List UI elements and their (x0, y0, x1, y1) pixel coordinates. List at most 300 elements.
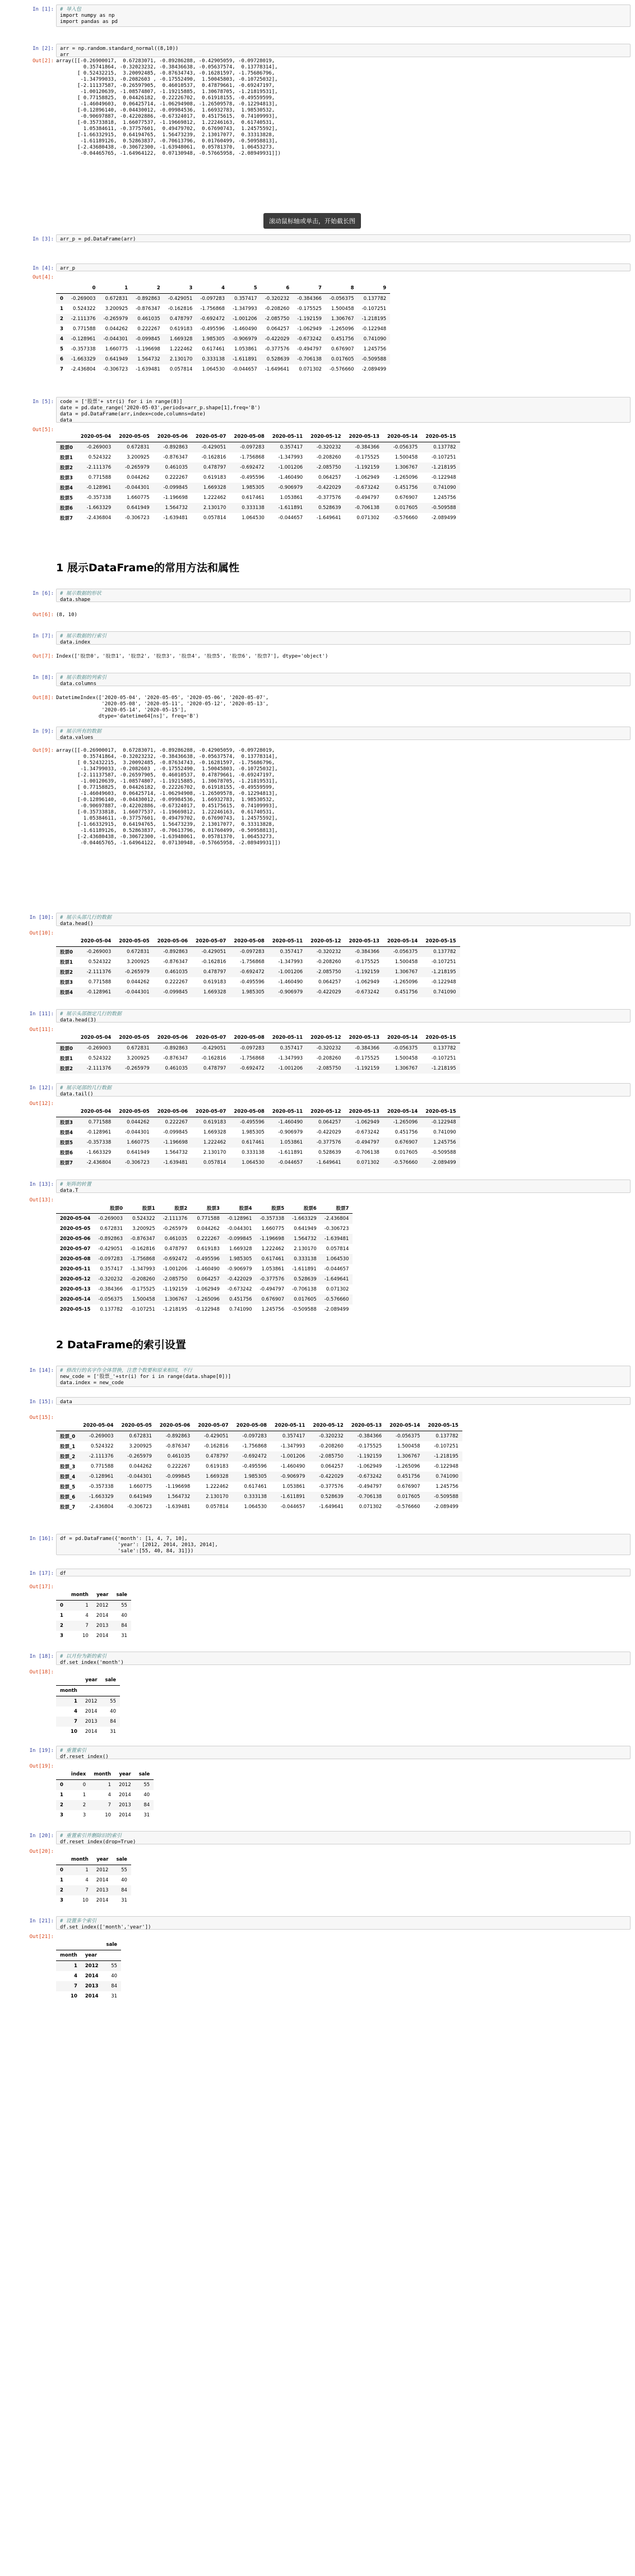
table-cell: 10 (82, 1633, 89, 1639)
table-cell: 55 (121, 1867, 127, 1873)
table-cell: -0.495596 (240, 979, 265, 985)
corner-header (56, 1854, 67, 1865)
table-cell: -2.085750 (316, 465, 341, 470)
table-cell: 2012 (85, 1699, 98, 1704)
table-cell: 2012 (96, 1867, 109, 1873)
table-cell: -0.377576 (259, 1277, 285, 1282)
table-row (56, 1885, 131, 1895)
table-cell: -0.175525 (297, 306, 322, 312)
table-cell: 1.985305 (242, 1130, 265, 1135)
table-row (56, 473, 460, 483)
table-cell: -0.429051 (201, 445, 226, 450)
table-cell: 0.741090 (435, 1474, 458, 1479)
row-header: 2020-05-14 (60, 1297, 91, 1302)
input-prompt: In [5]: (33, 399, 54, 405)
row-header: 4 (73, 1709, 77, 1714)
input-prompt: In [16]: (29, 1536, 54, 1542)
table-cell: -2.436804 (86, 515, 112, 521)
table-cell: 0.044262 (127, 475, 150, 480)
column-header: 2020-05-12 (309, 1421, 347, 1431)
table-cell: -1.649641 (316, 1160, 341, 1166)
row-header: 股票_1 (60, 1444, 76, 1450)
table-cell: 0.451756 (397, 1474, 420, 1479)
code-cell[interactable] (56, 1397, 631, 1405)
table-cell: -0.422029 (265, 336, 290, 342)
table-cell: -0.107251 (432, 959, 456, 965)
table-cell: 3.200925 (127, 959, 150, 965)
table-cell: -0.906979 (278, 485, 303, 491)
table-cell: 0.478797 (203, 465, 226, 470)
table-cell: 0.137782 (100, 1307, 123, 1312)
table-cell: 2013 (96, 1623, 109, 1629)
row-header: 股票2 (60, 465, 73, 471)
table-cell: 0.741090 (363, 336, 387, 342)
table-row (56, 1053, 460, 1063)
code-line: # 导入包 (60, 7, 81, 12)
input-prompt: In [14]: (29, 1368, 54, 1373)
table-cell: -1.460490 (278, 979, 303, 985)
table-cell: 1.564732 (137, 357, 160, 362)
table-cell: -2.085750 (265, 316, 290, 322)
code-cell[interactable] (56, 1534, 631, 1555)
table-cell: -0.357338 (71, 346, 96, 352)
column-header: 2020-05-11 (268, 1033, 307, 1043)
table-cell: -0.175525 (131, 1287, 155, 1292)
table-cell: 0.357417 (234, 296, 257, 302)
table-row (56, 1305, 353, 1315)
row-header: 股票3 (60, 1120, 73, 1126)
table-cell: -0.122948 (432, 475, 456, 480)
table-cell: -0.509588 (432, 1150, 456, 1155)
code-line: import numpy as np (60, 13, 115, 19)
code-cell[interactable] (56, 1009, 631, 1023)
table-cell: -0.494797 (259, 1287, 285, 1292)
table-cell: -1.639481 (324, 1236, 349, 1242)
corner-header (56, 1107, 77, 1117)
table-cell: -0.495596 (240, 1120, 265, 1125)
table-cell: -1.265096 (393, 475, 418, 480)
table-cell: -1.196698 (163, 495, 188, 501)
table-cell: -0.175525 (355, 455, 379, 460)
table-row (56, 294, 390, 304)
code-cell[interactable] (56, 1746, 631, 1759)
table-row (56, 1451, 462, 1462)
table-cell: -1.062949 (355, 475, 379, 480)
table-cell: 0.017605 (294, 1297, 317, 1302)
table-cell: 0.044262 (127, 979, 150, 985)
column-header: 2020-05-12 (307, 936, 345, 947)
table-cell: 1.306767 (395, 969, 418, 975)
table-cell: -0.107251 (361, 306, 387, 312)
table-cell: 0.617461 (202, 346, 225, 352)
row-header: 股票2 (60, 970, 73, 975)
table-cell: -1.639481 (165, 1504, 191, 1510)
table-cell: -0.099845 (163, 1130, 188, 1135)
row-header: 股票5 (60, 496, 73, 501)
table-cell: 0.451756 (395, 1130, 418, 1135)
table-cell: 0.771588 (88, 475, 112, 480)
table-cell: 7 (108, 1802, 112, 1808)
table-cell: 0.676907 (395, 495, 418, 501)
table-cell: 1 (108, 1782, 112, 1788)
table-row (56, 977, 460, 987)
table-cell: -1.218195 (432, 1066, 456, 1071)
table-cell: 0.357417 (282, 1433, 305, 1439)
table-cell: -0.692472 (200, 316, 225, 322)
row-header: 3 (60, 1898, 63, 1903)
table-cell: -0.320232 (316, 949, 341, 955)
table-cell: -1.265096 (195, 1297, 220, 1302)
code-line: 'sale':[55, 40, 84, 31]}) (60, 1548, 194, 1554)
table-cell: -0.044301 (103, 336, 128, 342)
table-cell: -0.128961 (86, 1130, 112, 1135)
table-cell: 1.053861 (280, 495, 303, 501)
table-cell: 4 (85, 1877, 89, 1883)
row-header: 2020-05-05 (60, 1226, 91, 1232)
table-cell: -1.756868 (200, 306, 225, 312)
code-cell[interactable] (56, 397, 631, 423)
table-cell: -1.196698 (163, 1140, 188, 1145)
table-cell: -0.320232 (319, 1433, 344, 1439)
table-cell: -1.062949 (357, 1464, 382, 1469)
table-row (56, 1148, 460, 1158)
table-cell: -0.056375 (393, 445, 418, 450)
table-cell: -2.089499 (432, 515, 456, 521)
table-cell: -0.495596 (200, 326, 225, 332)
table-cell: 0.222267 (165, 1120, 188, 1125)
column-header: 2020-05-12 (307, 432, 345, 442)
table-cell: 0.524322 (88, 455, 112, 460)
row-header: 1 (73, 1963, 77, 1969)
table-cell: 2013 (96, 1888, 109, 1893)
table-cell: 40 (121, 1613, 127, 1618)
code-cell[interactable] (56, 1083, 631, 1097)
table-cell: -1.460490 (195, 1266, 220, 1272)
table-cell: 0.064257 (321, 1464, 344, 1469)
table-cell: -1.192159 (355, 1066, 379, 1071)
table-cell: -0.320232 (265, 296, 290, 302)
row-header: 股票_2 (60, 1454, 76, 1460)
table-row (56, 1727, 120, 1737)
code-cell[interactable] (56, 1180, 631, 1193)
row-header: 2020-05-04 (60, 1216, 91, 1222)
table-cell: -1.649641 (324, 1277, 349, 1282)
table-cell: -0.576660 (393, 1160, 418, 1166)
table-cell: -0.107251 (432, 1056, 456, 1061)
table-row (56, 1971, 121, 1981)
table-cell: -1.192159 (163, 1287, 188, 1292)
table-cell: -0.265979 (127, 1454, 152, 1459)
table-cell: -1.639481 (163, 515, 188, 521)
table-cell: -0.429051 (98, 1246, 123, 1252)
row-header: 4 (60, 336, 63, 342)
table-cell: 0.528639 (321, 1494, 344, 1500)
code-line: # 展示数据的形状 (60, 591, 101, 596)
table-cell: -1.062949 (297, 326, 322, 332)
table-row (56, 1631, 131, 1641)
table-cell: -0.892863 (163, 949, 188, 955)
table-row (56, 1492, 462, 1502)
code-cell[interactable] (56, 727, 631, 740)
table-cell: 2014 (96, 1898, 109, 1903)
table-cell: -0.128961 (86, 485, 112, 491)
table-cell: 0.044262 (129, 1464, 152, 1469)
code-cell[interactable] (56, 589, 631, 602)
code-line: data.tail() (60, 1092, 94, 1097)
row-header: 4 (73, 1973, 77, 1979)
table-cell: 1.985305 (202, 336, 225, 342)
code-line: data.T (60, 1188, 78, 1193)
dataframe-tail (56, 1107, 460, 1168)
column-header: year (81, 1675, 101, 1686)
table-cell: 1.500458 (395, 1056, 418, 1061)
table-cell: 1 (85, 1603, 89, 1608)
table-cell: -0.044657 (280, 1504, 305, 1510)
table-row (56, 1502, 462, 1512)
table-cell: -2.436804 (86, 1160, 112, 1166)
table-cell: -1.218195 (432, 969, 456, 975)
table-cell: -0.128961 (71, 336, 96, 342)
table-cell: 84 (111, 1983, 118, 1989)
table-cell: -0.128961 (89, 1474, 114, 1479)
table-cell: 1.053861 (234, 346, 257, 352)
table-cell: -0.208260 (265, 306, 290, 312)
table-cell: -0.377576 (316, 495, 341, 501)
table-cell: 0.064257 (318, 475, 341, 480)
table-cell: 1.222462 (261, 1246, 285, 1252)
table-cell: -0.357338 (259, 1216, 285, 1222)
table-cell: -0.265979 (163, 1226, 188, 1232)
table-cell: -1.196698 (259, 1236, 285, 1242)
code-line: # 重置索引并删除旧的索引 (60, 1833, 122, 1839)
table-cell: -1.265096 (329, 326, 354, 332)
table-cell: 0.672831 (127, 445, 150, 450)
table-cell: -0.429051 (201, 949, 226, 955)
table-row (56, 1441, 462, 1451)
table-cell: -0.269003 (89, 1433, 114, 1439)
column-header: year (115, 1769, 135, 1780)
table-cell: 0.478797 (169, 316, 193, 322)
table-cell: 0.619183 (206, 1464, 229, 1469)
table-cell: -0.208260 (319, 1444, 344, 1449)
table-cell: -0.357338 (89, 1484, 114, 1490)
table-cell: -0.122948 (434, 1464, 458, 1469)
table-row (56, 1790, 154, 1800)
column-header: 2020-05-14 (383, 1033, 421, 1043)
code-cell[interactable] (56, 673, 631, 686)
table-cell: 31 (111, 1994, 118, 1999)
table-cell: -0.099845 (163, 485, 188, 491)
row-header: 2 (60, 1888, 63, 1893)
code-line: # 修改行的名字作全体替换，注意个数要和原来相同，不行 (60, 1368, 192, 1373)
corner-header (56, 283, 67, 294)
code-line: df = pd.DataFrame({'month': [1, 4, 7, 10], (60, 1536, 188, 1542)
table-cell: -0.906979 (233, 336, 257, 342)
row-header: 股票7 (60, 516, 73, 521)
row-header: 股票3 (60, 980, 73, 986)
table-cell: 0.137782 (363, 296, 387, 302)
row-header: 股票7 (60, 1160, 73, 1166)
row-header: 0 (60, 296, 63, 302)
output-prompt: Out[20]: (29, 1849, 54, 1854)
table-cell: 0.741090 (433, 989, 456, 995)
table-cell: -0.494797 (355, 1140, 379, 1145)
table-cell: 1.053861 (282, 1484, 305, 1490)
column-header: 2 (132, 283, 164, 294)
table-cell: -1.218195 (163, 1307, 188, 1312)
code-cell[interactable] (56, 234, 631, 242)
column-header: 2020-05-07 (192, 1033, 230, 1043)
table-cell: 7 (85, 1623, 89, 1629)
table-row (56, 344, 390, 354)
table-cell: 0.741090 (433, 1130, 456, 1135)
table-cell: -1.663329 (86, 505, 112, 511)
table-row (56, 442, 460, 453)
row-header: 1 (60, 1877, 63, 1883)
table-cell: 0.619183 (203, 979, 226, 985)
row-header: 3 (60, 1633, 63, 1639)
table-cell: -0.576660 (324, 1297, 349, 1302)
table-cell: -0.495596 (195, 1256, 220, 1262)
table-cell: 55 (111, 1963, 118, 1969)
table-cell: -0.495596 (240, 475, 265, 480)
table-cell: -2.111376 (71, 316, 96, 322)
row-header: 6 (60, 357, 63, 362)
column-header: 2020-05-13 (345, 1107, 383, 1117)
table-cell: 0.017605 (331, 357, 354, 362)
table-cell: -1.001206 (278, 1066, 303, 1071)
table-cell: 0.057814 (169, 367, 193, 372)
dataframe-head (56, 936, 460, 997)
table-cell: 2014 (96, 1633, 109, 1639)
table-cell: -1.062949 (355, 979, 379, 985)
code-cell[interactable] (56, 1916, 631, 1930)
table-cell: -0.269003 (98, 1216, 123, 1222)
table-cell: -1.001206 (163, 1266, 188, 1272)
code-cell[interactable] (56, 1831, 631, 1844)
table-cell: -1.649641 (319, 1504, 344, 1510)
code-line: df.set_index('month') (60, 1660, 124, 1665)
table-cell: 31 (121, 1633, 127, 1639)
column-header: sale (103, 1940, 121, 1950)
code-line: # 展示头部几行的数据 (60, 915, 112, 921)
input-prompt: In [8]: (33, 675, 54, 681)
table-cell: 1.669328 (169, 336, 193, 342)
table-cell: -2.111376 (86, 465, 112, 470)
table-cell: 1.660775 (261, 1226, 285, 1232)
row-header: 10 (71, 1994, 77, 1999)
input-prompt: In [9]: (33, 729, 54, 734)
table-cell: -0.162816 (131, 1246, 155, 1252)
table-cell: -0.097283 (200, 296, 225, 302)
code-cell[interactable] (56, 913, 631, 926)
table-cell: -2.111376 (163, 1216, 188, 1222)
table-cell: 0.333138 (242, 505, 265, 511)
table-cell: -0.876347 (163, 455, 188, 460)
code-cell[interactable] (56, 263, 631, 271)
table-cell: -0.429051 (204, 1433, 229, 1439)
table-row (56, 1895, 131, 1906)
table-cell: -0.906979 (278, 1130, 303, 1135)
table-cell: 0.672831 (129, 1433, 152, 1439)
table-cell: -1.756868 (131, 1256, 155, 1262)
code-cell[interactable] (56, 1652, 631, 1665)
input-prompt: In [1]: (33, 7, 54, 12)
column-header: 2020-05-08 (230, 936, 268, 947)
table-cell: 0.064257 (318, 1120, 341, 1125)
table-cell: 0.478797 (203, 1066, 226, 1071)
table-cell: -0.892863 (163, 445, 188, 450)
corner-header (56, 1769, 67, 1780)
column-header: 2020-05-14 (386, 1421, 424, 1431)
table-cell: 0.676907 (395, 1140, 418, 1145)
code-line: data.index (60, 640, 91, 645)
table-cell: 0.461035 (137, 316, 160, 322)
table-row (56, 1800, 154, 1810)
table-cell: -1.756868 (242, 1444, 267, 1449)
column-header: 2020-05-11 (271, 1421, 309, 1431)
column-header: 2020-05-06 (156, 1421, 194, 1431)
table-cell: 0.619183 (203, 475, 226, 480)
table-cell: -0.044657 (233, 367, 257, 372)
table-row (56, 463, 460, 473)
column-header: sale (135, 1769, 154, 1780)
code-cell[interactable] (56, 1366, 631, 1387)
table-cell: -0.097283 (240, 445, 265, 450)
table-cell: -1.001206 (233, 316, 257, 322)
column-header: 2020-05-13 (345, 1033, 383, 1043)
table-cell: 2014 (96, 1613, 109, 1618)
output-prompt: Out[18]: (29, 1669, 54, 1675)
column-header: 6 (261, 283, 294, 294)
table-cell: -1.756868 (240, 959, 265, 965)
table-cell: 2014 (85, 1709, 98, 1714)
table-cell: 2.130170 (206, 1494, 229, 1500)
table-cell: 1.660775 (105, 346, 128, 352)
table-cell: -1.611891 (278, 505, 303, 511)
table-cell: -0.876347 (131, 1236, 155, 1242)
table-cell: 1.306767 (395, 465, 418, 470)
table-cell: 0.017605 (395, 505, 418, 511)
table-cell: 0.524322 (88, 1056, 112, 1061)
table-cell: -0.422029 (319, 1474, 344, 1479)
table-cell: -1.196698 (165, 1484, 191, 1490)
table-cell: 0.528639 (318, 505, 341, 511)
table-row (56, 314, 390, 324)
table-cell: 55 (121, 1603, 127, 1608)
code-line: # 矩阵的转置 (60, 1182, 91, 1187)
row-header: 7 (73, 1719, 77, 1724)
code-cell[interactable] (56, 631, 631, 645)
code-cell[interactable] (56, 4, 631, 27)
output-prompt: Out[13]: (29, 1197, 54, 1203)
table-row (56, 1234, 353, 1244)
code-cell[interactable] (56, 1569, 631, 1576)
table-cell: -0.494797 (355, 495, 379, 501)
column-header: 2020-05-06 (154, 1107, 192, 1117)
table-row (56, 334, 390, 344)
table-cell: 40 (111, 1973, 118, 1979)
table-cell: -0.056375 (98, 1297, 123, 1302)
column-header: 2020-05-05 (115, 1107, 153, 1117)
table-cell: 1.306767 (164, 1297, 188, 1302)
code-cell[interactable] (56, 44, 631, 57)
code-line: new_code = ['股票_'+str(i) for i in range(data.shape[0])] (60, 1374, 231, 1380)
table-cell: 2.130170 (294, 1246, 317, 1252)
column-header: sale (112, 1590, 131, 1601)
column-header: year (92, 1590, 113, 1601)
corner-header (56, 936, 77, 947)
